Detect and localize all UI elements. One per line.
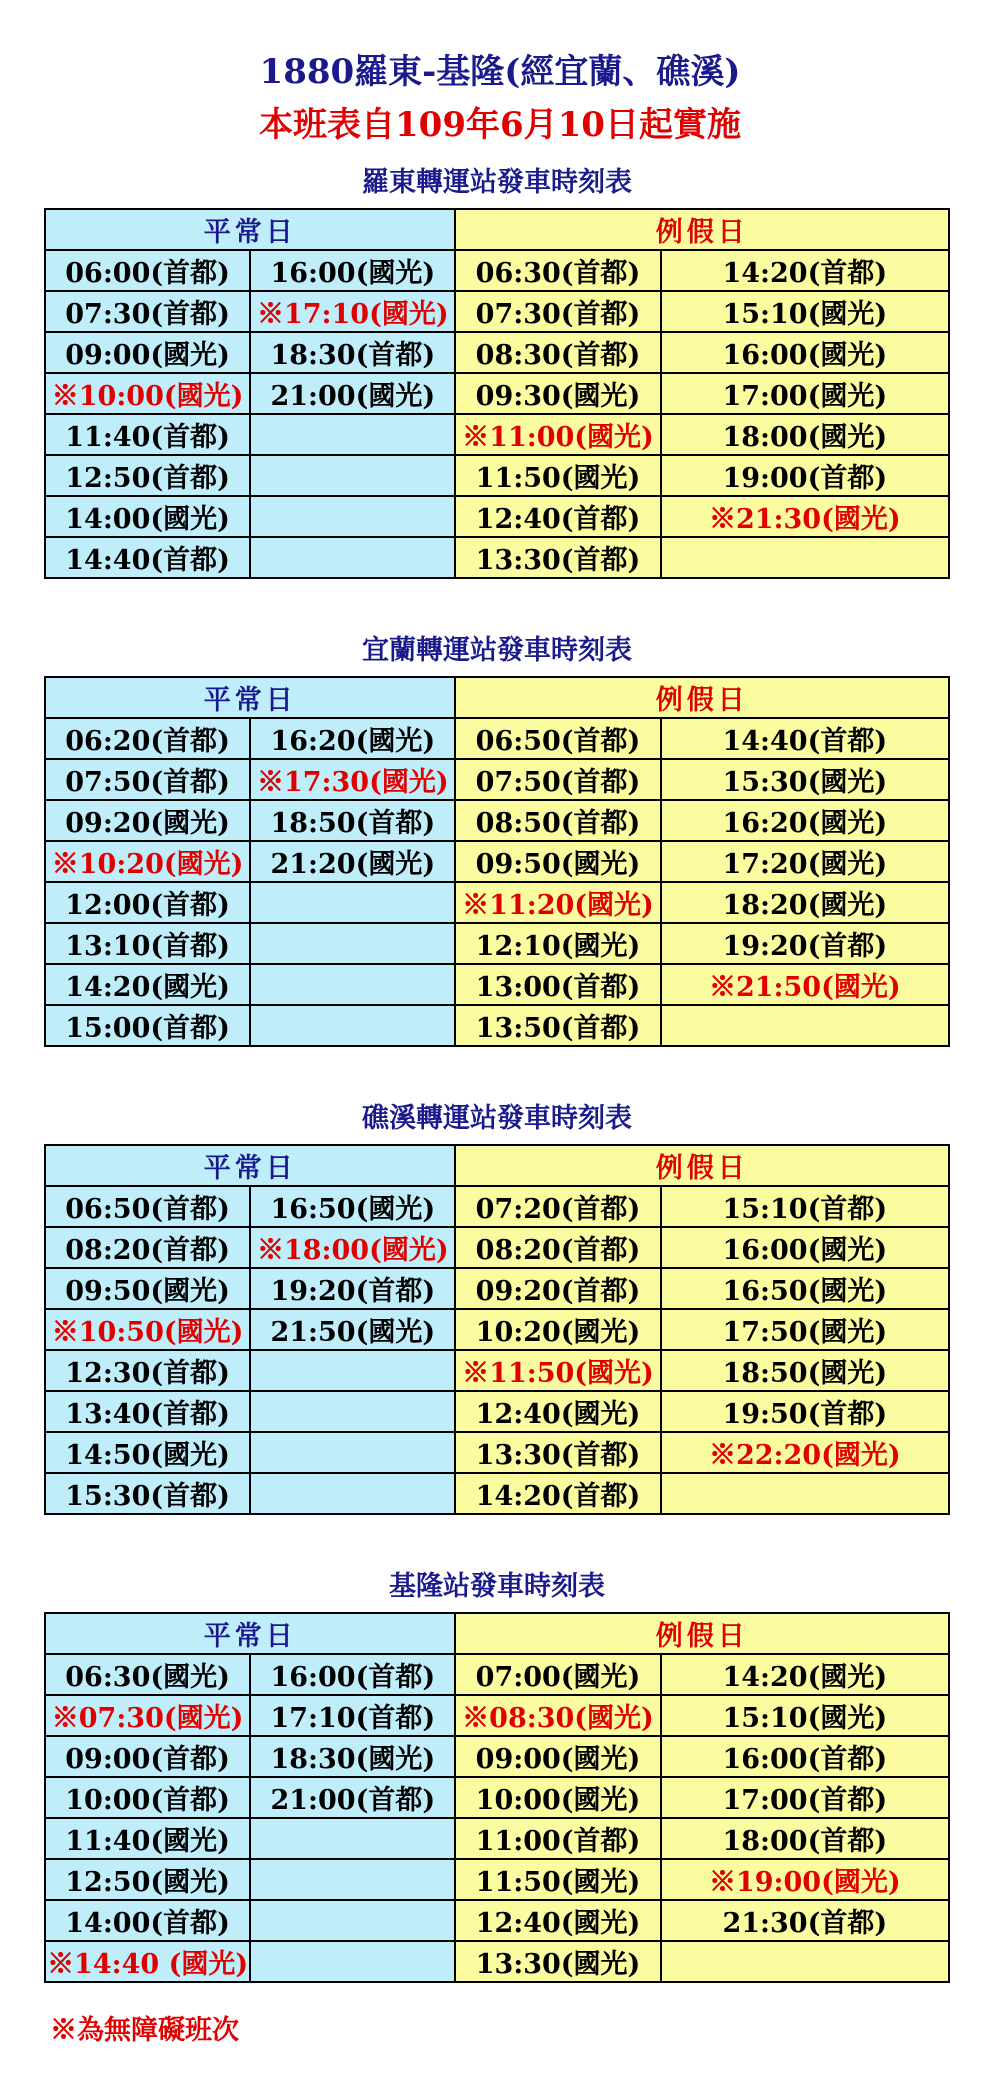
weekday-departure-cell [250,455,455,496]
weekday-departure-cell [250,496,455,537]
weekday-departure-cell: 14:20(國光) [45,964,250,1005]
table-row [45,496,949,537]
weekday-departure-cell: ※17:10(國光) [250,291,455,332]
holiday-departure-cell: ※21:30(國光) [661,496,949,537]
holiday-departure-cell: 06:50(首都) [455,718,660,759]
schedule-header-row [45,1145,949,1186]
weekday-departure-cell: 09:50(國光) [45,1268,250,1309]
weekday-departure-cell: 13:10(首都) [45,923,250,964]
section-heading: 羅東轉運站發車時刻表 [362,167,632,198]
holiday-header: 例假日 [455,209,949,250]
holiday-header: 例假日 [455,1145,949,1186]
holiday-departure-cell: 12:40(首都) [455,496,660,537]
table-row [45,537,949,578]
weekday-departure-cell: 14:50(國光) [45,1432,250,1473]
holiday-departure-cell: 08:20(首都) [455,1227,660,1268]
table-row [45,841,949,882]
holiday-departure-cell [661,1005,949,1046]
weekday-departure-cell: 06:20(首都) [45,718,250,759]
holiday-departure-cell: 13:30(國光) [455,1941,660,1982]
holiday-departure-cell: ※11:00(國光) [455,414,660,455]
weekday-departure-cell: 12:50(首都) [45,455,250,496]
weekday-departure-cell: 09:00(首都) [45,1736,250,1777]
weekday-departure-cell [250,1859,455,1900]
holiday-departure-cell: ※11:20(國光) [455,882,660,923]
table-row [45,332,949,373]
holiday-departure-cell: 18:00(國光) [661,414,949,455]
holiday-departure-cell: ※08:30(國光) [455,1695,660,1736]
weekday-departure-cell: 12:30(首都) [45,1350,250,1391]
table-row [45,759,949,800]
weekday-departure-cell: 16:00(國光) [250,250,455,291]
weekday-departure-cell: 06:50(首都) [45,1186,250,1227]
holiday-departure-cell: 15:10(國光) [661,1695,949,1736]
weekday-departure-cell [250,414,455,455]
weekday-departure-cell: 21:50(國光) [250,1309,455,1350]
weekday-departure-cell: 16:00(首都) [250,1654,455,1695]
table-row [45,1227,949,1268]
holiday-departure-cell: ※11:50(國光) [455,1350,660,1391]
table-row [45,1777,949,1818]
schedule-header-row [45,1613,949,1654]
weekday-departure-cell: 09:20(國光) [45,800,250,841]
holiday-departure-cell: 17:20(國光) [661,841,949,882]
weekday-departure-cell: 16:50(國光) [250,1186,455,1227]
table-row [45,250,949,291]
table-row [45,1350,949,1391]
weekday-departure-cell [250,1350,455,1391]
holiday-departure-cell: 16:00(首都) [661,1736,949,1777]
schedule-table [44,1144,950,1515]
schedule-header-row [45,677,949,718]
table-row [45,1268,949,1309]
table-row [45,1473,949,1514]
weekday-departure-cell: 14:00(首都) [45,1900,250,1941]
schedule-section-jiaoxi [44,1094,950,1515]
weekday-departure-cell [250,537,455,578]
holiday-departure-cell: 08:30(首都) [455,332,660,373]
weekday-departure-cell: 18:50(首都) [250,800,455,841]
holiday-departure-cell: 07:30(首都) [455,291,660,332]
weekday-departure-cell: 08:20(首都) [45,1227,250,1268]
weekday-departure-cell [250,1473,455,1514]
holiday-departure-cell: 15:10(首都) [661,1186,949,1227]
holiday-departure-cell: 13:50(首都) [455,1005,660,1046]
page-title: 1880羅東-基隆(經宜蘭、礁溪) [259,52,741,92]
schedule-table [44,1612,950,1983]
table-row [45,1818,949,1859]
weekday-departure-cell [250,1900,455,1941]
weekday-departure-cell: 21:20(國光) [250,841,455,882]
weekday-departure-cell [250,964,455,1005]
weekday-header: 平常日 [45,209,455,250]
holiday-departure-cell: 19:50(首都) [661,1391,949,1432]
holiday-departure-cell: 10:20(國光) [455,1309,660,1350]
holiday-departure-cell: 06:30(首都) [455,250,660,291]
holiday-departure-cell: 17:00(國光) [661,373,949,414]
table-row [45,373,949,414]
holiday-departure-cell: 18:50(國光) [661,1350,949,1391]
holiday-departure-cell: 09:00(國光) [455,1736,660,1777]
table-row [45,800,949,841]
holiday-departure-cell [661,537,949,578]
holiday-departure-cell: 17:00(首都) [661,1777,949,1818]
weekday-departure-cell: 06:00(首都) [45,250,250,291]
weekday-departure-cell: 15:00(首都) [45,1005,250,1046]
holiday-departure-cell: 09:50(國光) [455,841,660,882]
table-row [45,1432,949,1473]
weekday-departure-cell: ※10:00(國光) [45,373,250,414]
holiday-departure-cell: 16:00(國光) [661,1227,949,1268]
weekday-departure-cell: 11:40(首都) [45,414,250,455]
accessibility-note: ※為無障礙班次 [50,2015,239,2046]
holiday-departure-cell: 10:00(國光) [455,1777,660,1818]
weekday-departure-cell: ※18:00(國光) [250,1227,455,1268]
weekday-departure-cell [250,1005,455,1046]
weekday-departure-cell: 09:00(國光) [45,332,250,373]
holiday-departure-cell: 13:30(首都) [455,537,660,578]
holiday-departure-cell: 15:30(國光) [661,759,949,800]
weekday-departure-cell [250,1432,455,1473]
weekday-departure-cell [250,882,455,923]
holiday-departure-cell: 16:00(國光) [661,332,949,373]
holiday-departure-cell: 12:40(國光) [455,1391,660,1432]
holiday-departure-cell: 12:40(國光) [455,1900,660,1941]
holiday-departure-cell: 19:00(首都) [661,455,949,496]
weekday-departure-cell: ※17:30(國光) [250,759,455,800]
holiday-departure-cell: 09:20(首都) [455,1268,660,1309]
table-row [45,1186,949,1227]
holiday-departure-cell: 07:00(國光) [455,1654,660,1695]
weekday-departure-cell: 12:50(國光) [45,1859,250,1900]
effective-date-subtitle: 本班表自109年6月10日起實施 [259,105,741,145]
table-row [45,1309,949,1350]
weekday-departure-cell: 21:00(國光) [250,373,455,414]
schedule-header-row [45,209,949,250]
holiday-departure-cell: 11:50(國光) [455,455,660,496]
weekday-header: 平常日 [45,1613,455,1654]
holiday-departure-cell: ※21:50(國光) [661,964,949,1005]
table-row [45,1736,949,1777]
holiday-departure-cell: 13:00(首都) [455,964,660,1005]
table-row [45,882,949,923]
weekday-departure-cell: 06:30(國光) [45,1654,250,1695]
holiday-departure-cell: 12:10(國光) [455,923,660,964]
holiday-header: 例假日 [455,677,949,718]
section-heading: 宜蘭轉運站發車時刻表 [362,635,632,666]
holiday-departure-cell: 16:50(國光) [661,1268,949,1309]
weekday-departure-cell: 19:20(首都) [250,1268,455,1309]
weekday-departure-cell: ※14:40 (國光) [45,1941,250,1982]
weekday-departure-cell: 17:10(首都) [250,1695,455,1736]
holiday-departure-cell: 14:40(首都) [661,718,949,759]
weekday-departure-cell: 14:00(國光) [45,496,250,537]
weekday-departure-cell: 10:00(首都) [45,1777,250,1818]
section-heading: 礁溪轉運站發車時刻表 [362,1103,632,1134]
holiday-departure-cell: 14:20(首都) [455,1473,660,1514]
holiday-departure-cell: 19:20(首都) [661,923,949,964]
weekday-departure-cell: ※07:30(國光) [45,1695,250,1736]
table-row [45,455,949,496]
holiday-departure-cell: 18:20(國光) [661,882,949,923]
holiday-departure-cell: 07:20(首都) [455,1186,660,1227]
table-row [45,1005,949,1046]
schedule-section-yilan [44,626,950,1047]
holiday-departure-cell: 14:20(首都) [661,250,949,291]
weekday-departure-cell: 07:30(首都) [45,291,250,332]
weekday-departure-cell: 14:40(首都) [45,537,250,578]
holiday-departure-cell: 09:30(國光) [455,373,660,414]
weekday-departure-cell [250,923,455,964]
table-row [45,1695,949,1736]
holiday-departure-cell: 15:10(國光) [661,291,949,332]
table-row [45,718,949,759]
holiday-departure-cell: 17:50(國光) [661,1309,949,1350]
holiday-departure-cell: 21:30(首都) [661,1900,949,1941]
holiday-departure-cell: 11:00(首都) [455,1818,660,1859]
table-row [45,923,949,964]
table-row [45,1900,949,1941]
weekday-departure-cell: 15:30(首都) [45,1473,250,1514]
schedule-table [44,676,950,1047]
weekday-departure-cell: 21:00(首都) [250,1777,455,1818]
table-row [45,1654,949,1695]
weekday-departure-cell: 07:50(首都) [45,759,250,800]
holiday-departure-cell: 11:50(國光) [455,1859,660,1900]
table-row [45,414,949,455]
section-heading: 基隆站發車時刻表 [389,1571,605,1602]
weekday-departure-cell [250,1391,455,1432]
holiday-departure-cell [661,1941,949,1982]
weekday-departure-cell: 18:30(首都) [250,332,455,373]
holiday-header: 例假日 [455,1613,949,1654]
weekday-departure-cell: 11:40(國光) [45,1818,250,1859]
weekday-header: 平常日 [45,677,455,718]
table-row [45,964,949,1005]
holiday-departure-cell: 14:20(國光) [661,1654,949,1695]
weekday-departure-cell: ※10:20(國光) [45,841,250,882]
table-row [45,1859,949,1900]
weekday-departure-cell: 12:00(首都) [45,882,250,923]
holiday-departure-cell: ※22:20(國光) [661,1432,949,1473]
weekday-header: 平常日 [45,1145,455,1186]
holiday-departure-cell [661,1473,949,1514]
weekday-departure-cell: ※10:50(國光) [45,1309,250,1350]
table-row [45,1391,949,1432]
holiday-departure-cell: ※19:00(國光) [661,1859,949,1900]
schedule-table [44,208,950,579]
schedule-section-luodong [44,158,950,579]
holiday-departure-cell: 08:50(首都) [455,800,660,841]
holiday-departure-cell: 13:30(首都) [455,1432,660,1473]
weekday-departure-cell: 16:20(國光) [250,718,455,759]
table-row [45,1941,949,1982]
weekday-departure-cell: 13:40(首都) [45,1391,250,1432]
schedule-section-keelung [44,1562,950,1983]
table-row [45,291,949,332]
weekday-departure-cell [250,1941,455,1982]
weekday-departure-cell [250,1818,455,1859]
holiday-departure-cell: 18:00(首都) [661,1818,949,1859]
holiday-departure-cell: 16:20(國光) [661,800,949,841]
holiday-departure-cell: 07:50(首都) [455,759,660,800]
weekday-departure-cell: 18:30(國光) [250,1736,455,1777]
